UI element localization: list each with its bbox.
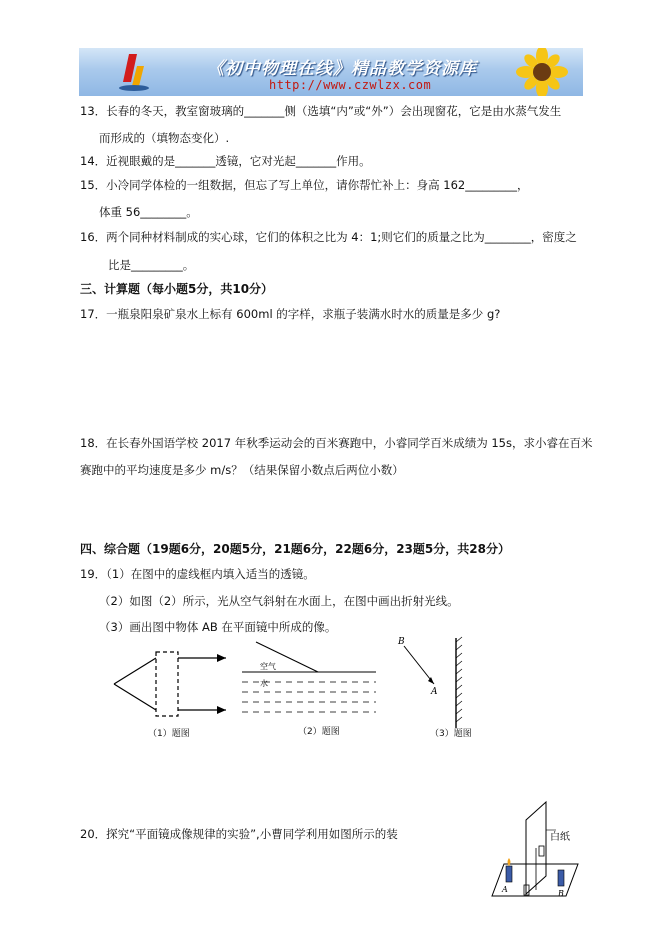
sunflower-icon — [507, 48, 577, 96]
lens-box-diagram — [114, 652, 226, 716]
section-3-heading: 三、计算题（每小题5分，共10分） — [80, 282, 274, 296]
plane-mirror-diagram — [404, 637, 462, 728]
question-15-line2: 体重 56________。 — [99, 205, 198, 219]
candle-a-label: A — [502, 885, 508, 894]
question-14: 14．近视眼戴的是_______透镜，它对光起_______作用。 — [80, 154, 371, 168]
question-16-line2: 比是_________。 — [108, 258, 195, 272]
question-18-line2: 赛跑中的平均速度是多少 m/s？（结果保留小数点后两位小数） — [80, 463, 404, 477]
section-4-heading: 四、综合题（19题6分，20题5分，21题6分，22题6分，23题5分，共28分） — [80, 542, 510, 556]
question-19-line3: （3）画出图中物体 AB 在平面镜中所成的像。 — [99, 620, 337, 634]
question-16-line1: 16．两个同种材料制成的实心球，它们的体积之比为 4：1;则它们的质量之比为________，密度之 — [80, 230, 577, 244]
question-13-line1: 13．长春的冬天，教室窗玻璃的_______侧（选填“内”或“外”）会出现窗花，它是由水蒸气发生 — [80, 104, 562, 118]
site-logo-icon — [117, 52, 151, 92]
question-15-line1: 15．小冷同学体检的一组数据，但忘了写上单位，请你帮忙补上：身高 162_________， — [80, 178, 529, 192]
point-a-label: A — [431, 687, 438, 697]
air-label: 空气 — [260, 662, 276, 671]
header-banner — [79, 48, 583, 96]
figure-3-caption: （3）题图 — [430, 729, 472, 739]
question-13-line2: 而形成的（填物态变化）. — [99, 131, 230, 145]
candle-b-label: B — [558, 889, 564, 898]
question-20-figure — [486, 800, 586, 908]
figure-1-caption: （1）题图 — [148, 729, 190, 739]
question-19-figures — [108, 636, 480, 746]
question-19-line2: （2）如图（2）所示，光从空气斜射在水面上，在图中画出折射光线。 — [99, 594, 459, 608]
question-19-line1: 19．（1）在图中的虚线框内填入适当的透镜。 — [80, 567, 315, 581]
banner-url: http://www.czwlzx.com — [269, 78, 432, 92]
question-18-line1: 18．在长春外国语学校 2017 年秋季运动会的百米赛跑中，小睿同学百米成绩为 15s，求小睿在百米 — [80, 436, 593, 450]
refraction-diagram — [242, 642, 376, 712]
banner-title: 《初中物理在线》精品教学资源库 — [207, 59, 477, 79]
question-20: 20．探究“平面镜成像规律的实验”,小曹同学利用如图所示的装 — [80, 827, 398, 841]
question-17: 17．一瓶泉阳泉矿泉水上标有 600ml 的字样，求瓶子装满水时水的质量是多少 g? — [80, 307, 501, 321]
figure-2-caption: （2）题图 — [298, 727, 340, 737]
water-label: 水 — [260, 679, 268, 688]
mirror-experiment-diagram — [486, 800, 586, 904]
point-b-label: B — [398, 637, 405, 647]
white-paper-label: 白纸 — [550, 832, 570, 843]
